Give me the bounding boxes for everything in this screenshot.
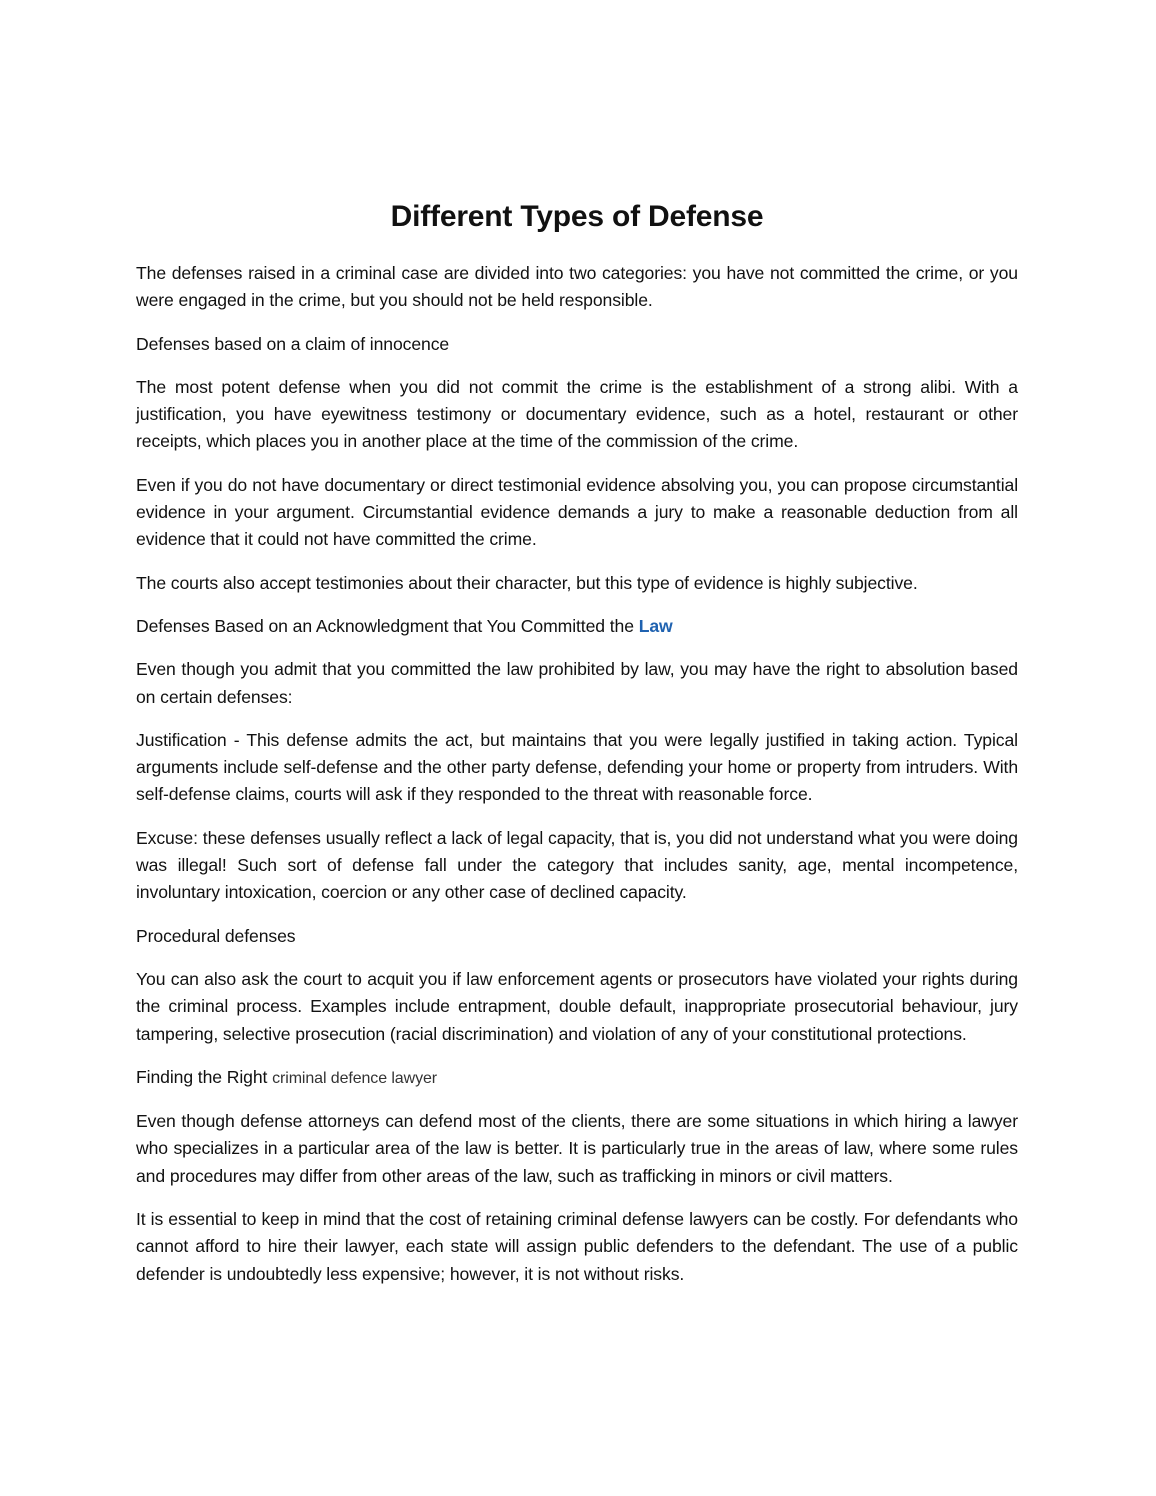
paragraph-justification: Justification - This defense admits the act, but maintains that you were legally justified in taking action. Typical arguments include self-defense and the other party defense, defending your home or property from intruders. With self-defense claims, courts will ask if they responded to the threat with reasonable force. <box>136 729 1018 805</box>
paragraph-intro: The defenses raised in a criminal case are divided into two categories: you have not committed the crime, or you were engaged in the crime, but you should not be held responsible. <box>136 263 1018 311</box>
section-heading-innocence: Defenses based on a claim of innocence <box>136 333 450 354</box>
paragraph-circumstantial: Even if you do not have documentary or direct testimonial evidence absolving you, you can propose circumstantial evidence in your argument. Circumstantial evidence demands a jury to make a reasonable deduction from all evidence that it could not have committed the crime. <box>136 474 1018 550</box>
section-heading-acknowledgment <box>136 613 1018 640</box>
document-page <box>136 196 1018 1304</box>
paragraph-public-defender: It is essential to keep in mind that the cost of retaining criminal defense lawyers can be costly. For defendants who cannot afford to hire their lawyer, each state will assign public defenders to the defendant. The use of a public defender is undoubtedly less expensive; however, it is not without risks. <box>136 1209 1018 1284</box>
section-heading-finding-lawyer-text: Finding the Right <box>136 1066 273 1087</box>
page-title: Different Types of Defense <box>390 200 764 233</box>
paragraph-excuse: Excuse: these defenses usually reflect a lack of legal capacity, that is, you did not understand what you were doing was illegal! Such sort of defense fall under the category that includes sanity, age, mental incompetence, involuntary intoxication, coercion or any other case of declined capacity. <box>136 827 1018 903</box>
paragraph-procedural: You can also ask the court to acquit you if law enforcement agents or prosecutors have violated your rights during the criminal process. Examples include entrapment, double default, inappropriate prosecutorial behaviour, jury tampering, selective prosecution (racial discrimination) and violation of any of your constitutional protections. <box>136 968 1018 1044</box>
section-heading-finding-lawyer <box>136 1064 1018 1092</box>
paragraph-character: The courts also accept testimonies about their character, but this type of evidence is highly subjective. <box>136 572 918 593</box>
criminal-defence-lawyer-text: criminal defence lawyer <box>272 1069 437 1087</box>
paragraph-specialized-lawyer: Even though defense attorneys can defend most of the clients, there are some situations in which hiring a lawyer who specializes in a particular area of the law is better. It is particularly true in the areas of law, where some rules and procedures may differ from other areas of the law, such as trafficking in minors or civil matters. <box>136 1111 1018 1186</box>
section-heading-acknowledgment-text: Defenses Based on an Acknowledgment that You Committed the <box>136 615 639 636</box>
section-heading-procedural: Procedural defenses <box>136 925 296 946</box>
paragraph-absolution: Even though you admit that you committed the law prohibited by law, you may have the right to absolution based on certain defenses: <box>136 659 1018 707</box>
law-link[interactable]: Law <box>638 615 673 636</box>
paragraph-alibi: The most potent defense when you did not commit the crime is the establishment of a strong alibi. With a justification, you have eyewitness testimony or documentary evidence, such as a hotel, restaurant or other receipts, which places you in another place at the time of the commission of the crime. <box>136 376 1018 452</box>
